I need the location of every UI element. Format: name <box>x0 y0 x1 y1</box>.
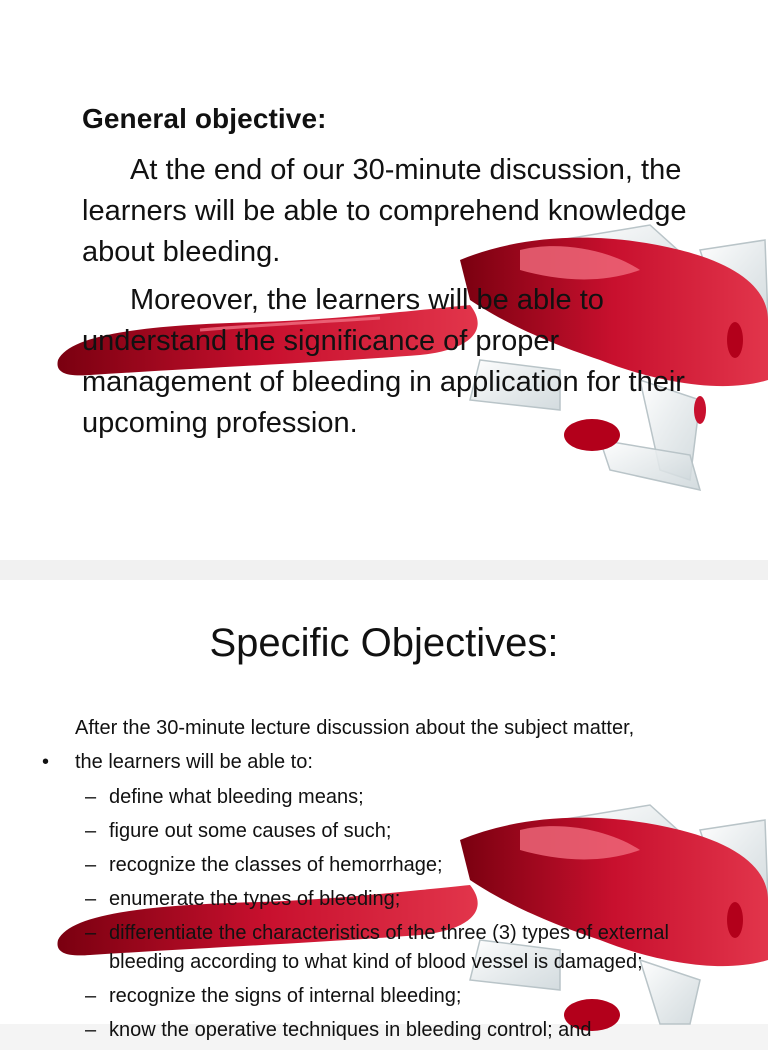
dash-marker: – <box>85 820 97 842</box>
slide-specific-objectives <box>0 580 768 1041</box>
list-item <box>85 919 735 977</box>
list-item-text: know the operative techniques in bleeding control; and <box>109 1019 592 1041</box>
general-objective-heading: General objective: <box>82 103 327 134</box>
dash-marker: – <box>85 985 97 1007</box>
list-item <box>85 1016 735 1045</box>
bullet-dot: • <box>42 751 50 773</box>
list-item-text: recognize the classes of hemorrhage; <box>109 854 443 876</box>
list-item-text: enumerate the types of bleeding; <box>109 888 401 910</box>
dash-marker: – <box>85 786 97 808</box>
paragraph-1-text: At the end of our 30-minute discussion, the learners will be able to comprehend knowledge about bleeding. <box>82 154 687 268</box>
bullet-text: the learners will be able to: <box>75 751 313 773</box>
dash-marker: – <box>85 922 97 944</box>
dash-marker: – <box>85 888 97 910</box>
intro-text: After the 30-minute lecture discussion about the subject matter, <box>75 717 635 739</box>
general-objective-paragraph-1 <box>82 150 722 273</box>
general-objective-paragraph-2 <box>82 280 722 444</box>
specific-objectives-title: Specific Objectives: <box>209 621 559 665</box>
dash-marker: – <box>85 1019 97 1041</box>
objectives-list <box>85 783 735 1050</box>
list-item <box>85 885 735 914</box>
list-item-text: recognize the signs of internal bleeding; <box>109 985 462 1007</box>
list-item <box>85 982 735 1011</box>
bullet-item <box>42 749 313 775</box>
paragraph-2-text: Moreover, the learners will be able to understand the significance of proper management of bleeding in application for their upcoming profession. <box>82 284 685 439</box>
slide-divider <box>0 560 768 580</box>
list-item <box>85 783 735 812</box>
list-item-text: differentiate the characteristics of the three (3) types of external bleeding according to what kind of blood vessel is damaged; <box>109 922 669 973</box>
list-item-text: define what bleeding means; <box>109 786 364 808</box>
list-item <box>85 851 735 880</box>
list-item-text: figure out some causes of such; <box>109 820 392 842</box>
dash-marker: – <box>85 854 97 876</box>
list-item <box>85 817 735 846</box>
